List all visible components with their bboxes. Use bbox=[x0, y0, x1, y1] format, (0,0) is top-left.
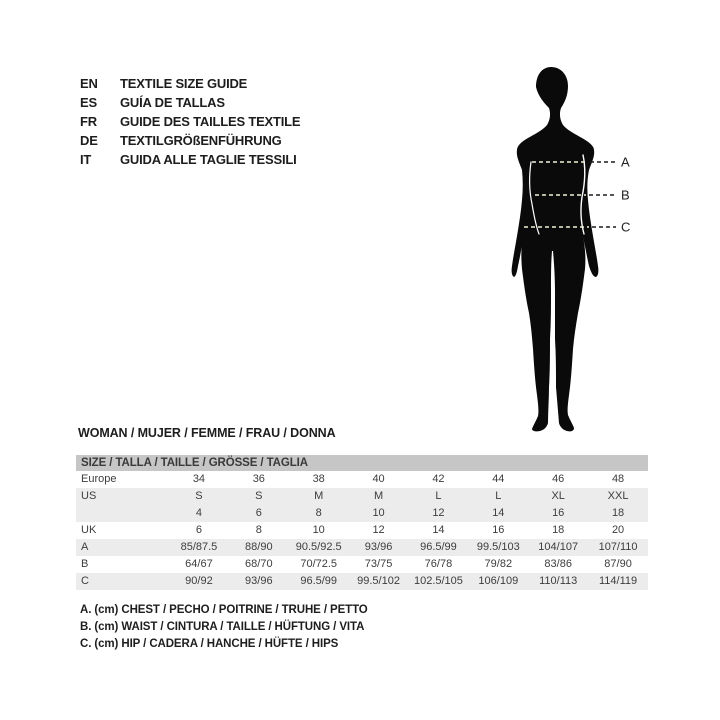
size-cell: 90.5/92.5 bbox=[295, 541, 342, 553]
size-cell: 102.5/105 bbox=[413, 575, 463, 587]
size-cell: 64/67 bbox=[185, 558, 213, 570]
size-cell: XXL bbox=[607, 490, 629, 502]
table-row bbox=[76, 505, 648, 522]
size-cell: 93/96 bbox=[245, 575, 273, 587]
woman-silhouette-figure bbox=[470, 40, 690, 440]
size-cell: 96.5/99 bbox=[420, 541, 457, 553]
size-cell: 114/119 bbox=[598, 575, 638, 587]
size-cell: 93/96 bbox=[364, 541, 393, 553]
measure-label-a: A bbox=[621, 154, 630, 170]
size-cell: 44 bbox=[492, 473, 505, 485]
size-cell: 110/113 bbox=[539, 575, 578, 587]
measure-label-b: B bbox=[621, 187, 630, 203]
size-cell: 99.5/102 bbox=[357, 575, 400, 587]
size-cell: 36 bbox=[252, 473, 265, 485]
guide-title-de: TEXTILGRÖßENFÜHRUNG bbox=[120, 133, 282, 148]
row-label: A bbox=[81, 541, 89, 553]
language-row-es bbox=[80, 93, 300, 112]
size-cell: 16 bbox=[552, 507, 565, 519]
legend-line-hip: C. (cm) HIP / CADERA / HANCHE / HÜFTE / HIPS bbox=[80, 638, 339, 650]
size-cell: 34 bbox=[192, 473, 206, 485]
size-cell: 14 bbox=[432, 524, 445, 536]
row-label: UK bbox=[81, 524, 97, 536]
size-table bbox=[76, 455, 648, 590]
size-cell: 104/107 bbox=[538, 541, 579, 553]
size-cell: XL bbox=[551, 490, 565, 502]
size-cell: 14 bbox=[492, 507, 505, 519]
size-cell: 90/92 bbox=[185, 575, 213, 587]
size-cell: L bbox=[495, 490, 502, 502]
size-cell: S bbox=[255, 490, 263, 502]
language-code: EN bbox=[80, 76, 98, 91]
row-label: US bbox=[81, 490, 97, 502]
table-row bbox=[76, 539, 648, 556]
legend-line-waist: B. (cm) WAIST / CINTURA / TAILLE / HÜFTUNG / VITA bbox=[80, 621, 365, 633]
size-cell: 88/90 bbox=[245, 541, 273, 553]
size-cell: 106/109 bbox=[478, 575, 519, 587]
size-cell: 79/82 bbox=[484, 558, 513, 570]
size-cell: 68/70 bbox=[245, 558, 273, 570]
language-row-fr bbox=[80, 112, 300, 131]
table-row bbox=[76, 522, 648, 539]
size-cell: 99.5/103 bbox=[476, 541, 520, 553]
woman-silhouette bbox=[512, 67, 599, 431]
legend-line-chest: A. (cm) CHEST / PECHO / POITRINE / TRUHE / PETTO bbox=[80, 604, 368, 616]
size-cell: 70/72.5 bbox=[300, 558, 338, 570]
size-cell: 96.5/99 bbox=[300, 575, 338, 587]
size-cell: 10 bbox=[372, 507, 385, 519]
table-row bbox=[76, 556, 648, 573]
language-code: IT bbox=[80, 152, 92, 167]
size-cell: 18 bbox=[552, 524, 565, 536]
language-row-de bbox=[80, 131, 300, 150]
guide-title-es: GUÍA DE TALLAS bbox=[120, 95, 225, 110]
size-cell: 85/87.5 bbox=[180, 541, 218, 553]
size-cell: 8 bbox=[315, 507, 322, 519]
language-row-it bbox=[80, 150, 300, 169]
size-cell: 40 bbox=[372, 473, 385, 485]
table-row bbox=[76, 471, 648, 488]
guide-title-fr: GUIDE DES TAILLES TEXTILE bbox=[120, 114, 301, 129]
size-cell: S bbox=[195, 490, 203, 502]
measure-label-c: C bbox=[621, 219, 631, 235]
row-label: Europe bbox=[81, 473, 117, 485]
measurement-legend bbox=[80, 602, 368, 653]
row-label: B bbox=[81, 558, 89, 570]
language-code: ES bbox=[80, 95, 97, 110]
size-cell: 83/86 bbox=[544, 558, 572, 570]
size-cell: M bbox=[314, 490, 324, 502]
size-cell: 48 bbox=[611, 473, 625, 485]
size-cell: 46 bbox=[552, 473, 565, 485]
guide-title-it: GUIDA ALLE TAGLIE TESSILI bbox=[120, 152, 297, 167]
size-cell: 10 bbox=[312, 524, 325, 536]
guide-title-en: TEXTILE SIZE GUIDE bbox=[120, 76, 248, 91]
table-row bbox=[76, 488, 648, 505]
size-cell: 38 bbox=[312, 473, 325, 485]
size-cell: 18 bbox=[611, 507, 625, 519]
size-table-header: SIZE / TALLA / TAILLE / GRÖSSE / TAGLIA bbox=[76, 455, 648, 471]
language-title-list bbox=[80, 74, 300, 169]
size-cell: L bbox=[435, 490, 442, 502]
language-code: FR bbox=[80, 114, 97, 129]
size-cell: M bbox=[373, 490, 384, 502]
size-cell: 87/90 bbox=[604, 558, 632, 570]
language-code: DE bbox=[80, 133, 98, 148]
size-cell: 6 bbox=[255, 507, 262, 519]
size-cell: 42 bbox=[432, 473, 445, 485]
size-cell: 12 bbox=[372, 524, 385, 536]
size-cell: 12 bbox=[432, 507, 445, 519]
size-cell: 76/78 bbox=[424, 558, 453, 570]
gender-heading: WOMAN / MUJER / FEMME / FRAU / DONNA bbox=[78, 426, 336, 440]
size-cell: 8 bbox=[255, 524, 262, 536]
size-cell: 4 bbox=[195, 507, 202, 519]
size-cell: 6 bbox=[195, 524, 202, 536]
table-row bbox=[76, 573, 648, 590]
size-cell: 16 bbox=[492, 524, 505, 536]
size-cell: 73/75 bbox=[364, 558, 393, 570]
row-label bbox=[76, 505, 169, 522]
row-label: C bbox=[81, 575, 89, 587]
size-cell: 107/110 bbox=[598, 541, 638, 553]
size-cell: 20 bbox=[611, 524, 625, 536]
language-row-en bbox=[80, 74, 300, 93]
